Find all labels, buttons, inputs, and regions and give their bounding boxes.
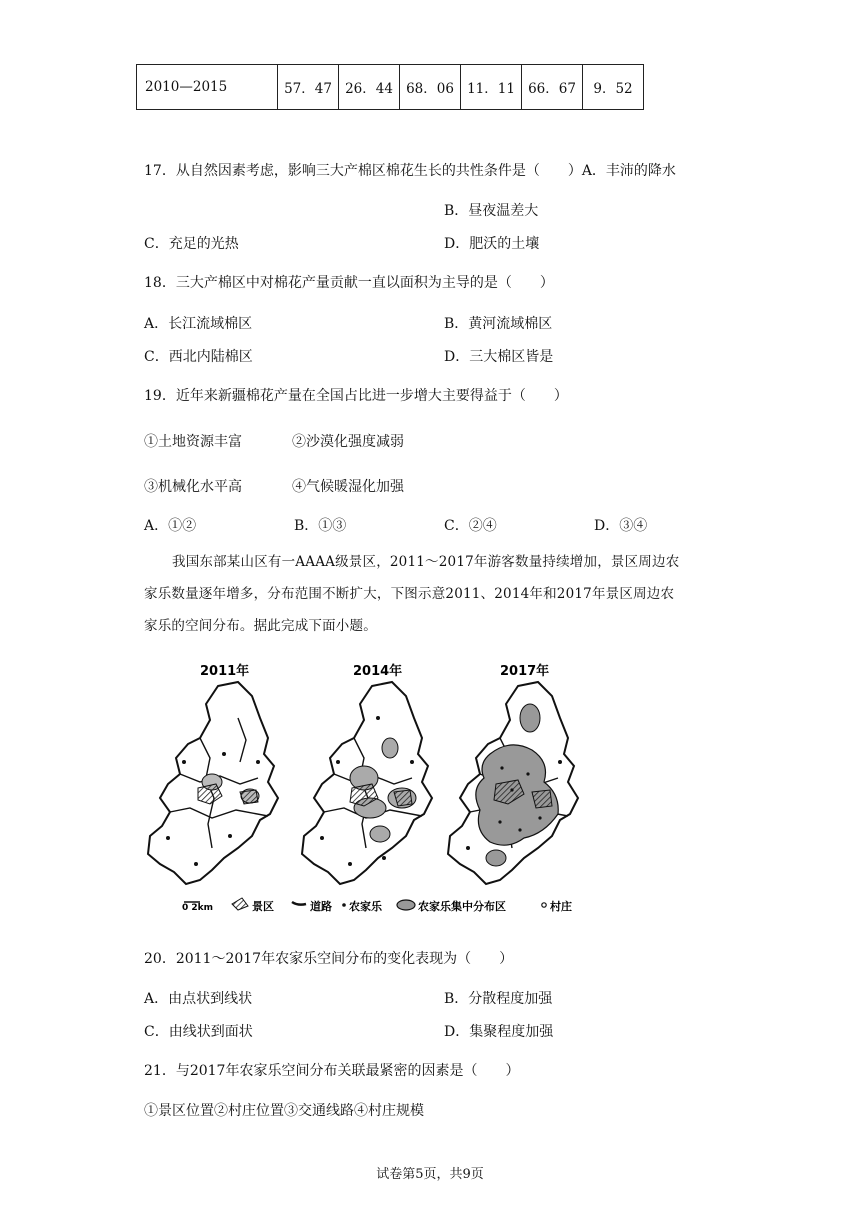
q18-option-c: C．西北内陆棉区	[144, 349, 253, 365]
table-cell: 11．11	[461, 65, 522, 110]
q21-stem: 21．与2017年农家乐空间分布关联最紧密的因素是（ ）	[144, 1063, 520, 1079]
legend-cluster: 农家乐集中分布区	[418, 900, 506, 913]
q19-stem: 19．近年来新疆棉花产量在全国占比进一步增大主要得益于（ ）	[144, 388, 568, 404]
legend-scale: 0 2km	[182, 903, 214, 913]
q17-option-c: C．充足的光热	[144, 236, 239, 252]
passage-line-2: 家乐数量逐年增多，分布范围不断扩大，下图示意2011、2014年和2017年景区周边农	[144, 586, 675, 602]
page-footer: 试卷第5页，共9页	[376, 1167, 484, 1182]
q17-option-b: B．昼夜温差大	[444, 203, 539, 219]
table-cell: 66．67	[522, 65, 583, 110]
q19-option-d: D．③④	[594, 518, 648, 534]
table-cell: 26．44	[339, 65, 400, 110]
legend-farmhouse: 农家乐	[349, 900, 382, 913]
q18-stem: 18．三大产棉区中对棉花产量贡献一直以面积为主导的是（ ）	[144, 275, 554, 291]
farmhouse-icon	[342, 903, 346, 907]
map-2017	[448, 682, 578, 884]
table-row	[137, 65, 644, 110]
map-label-2011: 2011年	[200, 664, 250, 679]
table-cell: 9．52	[583, 65, 644, 110]
map-2011	[148, 682, 278, 884]
map-2014	[302, 682, 432, 884]
cluster-area-icon	[397, 900, 415, 910]
q18-option-b: B．黄河流域棉区	[444, 316, 553, 332]
q20-option-c: C．由线状到面状	[144, 1024, 253, 1040]
table-cell: 68．06	[400, 65, 461, 110]
farmhouse-distribution-maps	[140, 658, 610, 920]
village-icon	[542, 903, 546, 907]
q19-item-1: ①土地资源丰富	[144, 434, 242, 450]
map-label-2017: 2017年	[500, 664, 550, 679]
q20-option-b: B．分散程度加强	[444, 991, 553, 1007]
q20-stem: 20．2011～2017年农家乐空间分布的变化表现为（ ）	[144, 951, 514, 967]
legend-village: 村庄	[550, 900, 572, 913]
q18-option-a: A．长江流域棉区	[144, 316, 253, 332]
q17-option-d: D．肥沃的土壤	[444, 236, 540, 252]
q19-item-4: ④气候暖湿化加强	[292, 479, 404, 495]
passage-line-3: 家乐的空间分布。据此完成下面小题。	[144, 618, 377, 634]
q17-stem: 17．从自然因素考虑，影响三大产棉区棉花生长的共性条件是（ ）A．丰沛的降水	[144, 163, 676, 179]
scenic-area-icon	[232, 898, 248, 910]
q18-option-d: D．三大棉区皆是	[444, 349, 554, 365]
map-legend	[182, 898, 572, 913]
maps-figure	[140, 658, 610, 920]
road-icon	[292, 902, 306, 905]
q19-item-2: ②沙漠化强度减弱	[292, 434, 404, 450]
q19-option-c: C．②④	[444, 518, 497, 534]
q19-option-a: A．①②	[144, 518, 197, 534]
table-cell: 57．47	[278, 65, 339, 110]
map-label-2014: 2014年	[353, 664, 403, 679]
statistics-table	[136, 64, 644, 110]
table-cell-period: 2010—2015	[137, 65, 278, 110]
passage-line-1: 我国东部某山区有一AAAA级景区，2011～2017年游客数量持续增加，景区周边农	[172, 554, 680, 570]
legend-road: 道路	[310, 900, 332, 913]
q19-option-b: B．①③	[294, 518, 347, 534]
q20-option-d: D．集聚程度加强	[444, 1024, 554, 1040]
q20-option-a: A．由点状到线状	[144, 991, 253, 1007]
q21-items: ①景区位置②村庄位置③交通线路④村庄规模	[144, 1103, 424, 1119]
q19-item-3: ③机械化水平高	[144, 479, 242, 495]
legend-scenic: 景区	[252, 900, 274, 913]
